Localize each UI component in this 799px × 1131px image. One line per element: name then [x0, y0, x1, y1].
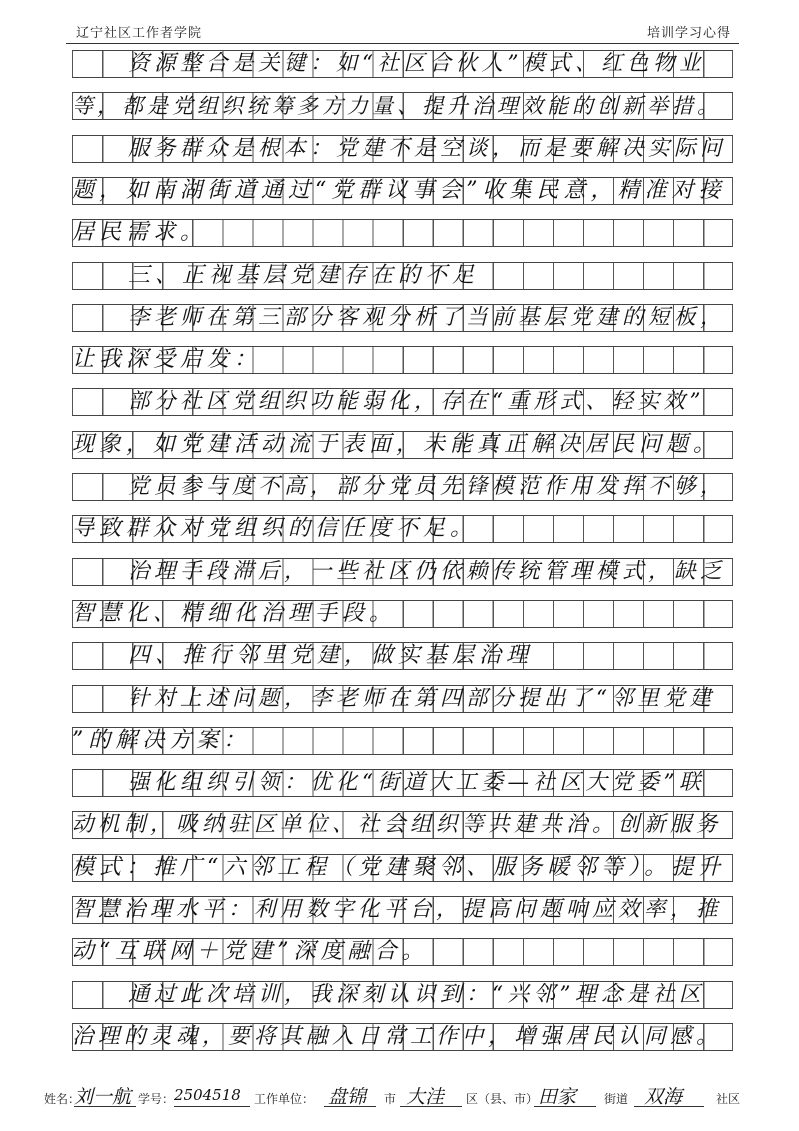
writing-row: [72, 811, 733, 839]
signature-footer: [44, 1082, 759, 1112]
handwritten-line: 资源整合是关键：如“社区合伙人”模式、红色物业: [128, 51, 705, 76]
writing-row: [72, 50, 733, 78]
writing-row: [72, 219, 733, 247]
row-end-border: [732, 855, 733, 881]
writing-row: [72, 135, 733, 163]
row-end-border: [732, 263, 733, 289]
row-end-border: [732, 897, 733, 923]
handwritten-line: 强化组织引领：优化“街道大工委—社区大党委”联: [128, 770, 705, 796]
writing-row: [72, 515, 733, 543]
id-label: 学号：: [138, 1092, 175, 1106]
unit-label: 工作单位：: [254, 1092, 315, 1106]
writing-row: [72, 177, 733, 205]
row-end-border: [732, 1024, 733, 1050]
writing-row: [72, 346, 733, 374]
row-end-border: [732, 939, 733, 965]
row-end-border: [732, 93, 733, 119]
handwritten-line: 通过此次培训，我深刻认识到：“兴邻”理念是社区: [128, 981, 705, 1007]
row-end-border: [732, 812, 733, 838]
handwritten-line: 现象，如党建活动流于表面，未能真正解决居民问题。: [72, 431, 721, 457]
city-value: 盘锦: [328, 1086, 367, 1108]
row-end-border: [732, 770, 733, 796]
page-header-left: 辽宁社区工作者学院: [76, 26, 203, 41]
writing-row: [72, 473, 733, 501]
handwritten-line: 智慧化、精细化治理手段。: [72, 600, 397, 626]
writing-row: [72, 938, 733, 966]
handwritten-line: 三、正视基层党建存在的不足: [128, 262, 480, 288]
handwritten-line: 动“互联网＋党建”深度融合。: [72, 939, 429, 965]
id-underline: [174, 1106, 250, 1107]
row-end-border: [732, 347, 733, 373]
street-value: 田家: [538, 1086, 577, 1108]
name-underline: [74, 1106, 136, 1107]
street-label: 街道: [604, 1092, 629, 1106]
handwritten-line: 部分社区党组织功能弱化，存在“重形式、轻实效”: [128, 389, 705, 415]
handwritten-line: 李老师在第三部分客观分析了当前基层党建的短板，: [128, 304, 727, 330]
row-end-border: [732, 516, 733, 542]
handwritten-line: 治理手段滞后，一些社区仍依赖传统管理模式，缺乏: [128, 558, 727, 584]
handwritten-line: 针对上述问题，李老师在第四部分提出了“邻里党建: [128, 685, 716, 711]
row-end-border: [732, 601, 733, 627]
row-end-border: [732, 643, 733, 669]
district-label: 区（县、市）: [466, 1092, 539, 1106]
writing-row: [72, 1023, 733, 1051]
district-underline: [400, 1106, 462, 1107]
city-label: 市: [384, 1092, 397, 1106]
row-end-border: [732, 305, 733, 331]
writing-row: [72, 727, 733, 755]
name-label: 姓名：: [44, 1092, 81, 1106]
writing-row: [72, 431, 733, 459]
handwritten-line: 服务群众是根本：党建不是空谈，而是要解决实际问: [128, 135, 727, 161]
row-end-border: [732, 474, 733, 500]
handwritten-line: 动机制，吸纳驻区单位、社会组织等共建共治。创新服务: [72, 812, 723, 838]
handwritten-line: 模式：推广“六邻工程（党建聚邻、服务暖邻等）。提升: [72, 854, 726, 880]
page-header-right: 培训学习心得: [646, 26, 731, 41]
writing-row: [72, 600, 733, 628]
row-end-border: [732, 51, 733, 77]
writing-row: [72, 262, 733, 290]
name-value: 刘一航: [74, 1086, 132, 1108]
row-end-border: [732, 178, 733, 204]
community-underline: [634, 1106, 704, 1107]
handwritten-line: 让我深受启发：: [72, 347, 262, 373]
row-end-border: [732, 559, 733, 585]
writing-row: [72, 981, 733, 1009]
writing-row: [72, 92, 733, 120]
row-end-border: [732, 686, 733, 712]
writing-grid: [72, 50, 733, 1070]
row-end-border: [732, 389, 733, 415]
handwritten-line: 导致群众对党组织的信任度不足。: [72, 516, 478, 542]
handwritten-line: 居民需求。: [72, 220, 208, 246]
handwritten-line: 题，如南湖街道通过“党群议事会”收集民意，精准对接: [72, 177, 726, 203]
handwritten-line: 治理的灵魂，要将其融入日常工作中，增强居民认同感。: [72, 1023, 723, 1049]
writing-row: [72, 388, 733, 416]
handwritten-line: ”的解决方案：: [72, 727, 251, 753]
handwritten-line: 智慧治理水平：利用数字化平台，提高问题响应效率，推: [72, 897, 723, 922]
writing-row: [72, 769, 733, 797]
header-rule: [66, 43, 739, 44]
writing-row: [72, 642, 733, 670]
row-end-border: [732, 982, 733, 1008]
city-underline: [324, 1106, 376, 1107]
row-end-border: [732, 220, 733, 246]
writing-row: [72, 854, 733, 882]
row-end-border: [732, 136, 733, 162]
handwritten-line: 四、推行邻里党建，做实基层治理: [128, 643, 534, 669]
writing-row: [72, 896, 733, 924]
handwritten-line: 等，都是党组织统筹多方力量、提升治理效能的创新举措。: [72, 94, 722, 119]
row-end-border: [732, 432, 733, 458]
handwritten-line: 党员参与度不高，部分党员先锋模范作用发挥不够，: [128, 474, 727, 499]
writing-row: [72, 685, 733, 713]
row-end-border: [732, 728, 733, 754]
community-label: 社区: [716, 1092, 741, 1106]
writing-row: [72, 304, 733, 332]
writing-row: [72, 558, 733, 586]
street-underline: [534, 1106, 596, 1107]
community-value: 双海: [644, 1086, 683, 1108]
district-value: 大洼: [406, 1086, 445, 1108]
id-value: 2504518: [174, 1086, 241, 1104]
